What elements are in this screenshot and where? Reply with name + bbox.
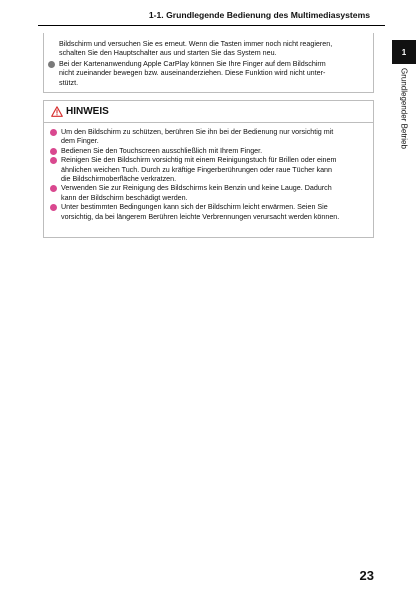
running-header-title: 1-1. Grundlegende Bedienung des Multimediasystems — [148, 10, 370, 20]
notice-item-1-text — [61, 128, 333, 147]
carplay-line-2: nicht zueinander bewegen bzw. auseinanderziehen. Diese Funktion wird nicht unter- — [59, 69, 326, 78]
page-number: 23 — [359, 568, 374, 583]
notice-item-5 — [50, 203, 367, 222]
notice-item-3-line-2: ähnlichen weichen Tuch. Durch zu kräftige Fingerberührungen oder raue Tücher kann — [61, 165, 332, 174]
notice-item-4-line-2: kann der Bildschirm beschädigt werden. — [61, 193, 188, 202]
header-rule — [38, 25, 385, 26]
notice-item-3-text — [61, 156, 336, 184]
notice-item-3-line-1: Reinigen Sie den Bildschirm vorsichtig mit einem Reinigungstuch für Brillen oder einem — [61, 156, 337, 165]
carplay-bullet-text — [59, 60, 326, 88]
gray-bullet-icon — [48, 61, 55, 68]
notice-item-1-line-2: dem Finger. — [61, 137, 99, 146]
chapter-tab-label — [392, 68, 416, 188]
notice-item-2-text — [61, 147, 262, 156]
continuation-line-2: schalten Sie den Hauptschalter aus und starten Sie das System neu. — [59, 49, 277, 58]
chapter-tab-label-text: Grundlegender Betrieb — [399, 68, 409, 149]
pink-bullet-icon — [50, 148, 57, 155]
notice-item-4-text — [61, 184, 332, 203]
carplay-line-1: Bei der Kartenanwendung Apple CarPlay können Sie Ihre Finger auf dem Bildschirm — [59, 59, 326, 68]
notice-item-4-line-1: Verwenden Sie zur Reinigung des Bildschirms kein Benzin und keine Lauge. Dadurch — [61, 184, 332, 193]
notice-item-1-line-1: Um den Bildschirm zu schützen, berühren Sie ihn bei der Bedienung nur vorsichtig mit — [61, 128, 334, 136]
notice-body — [44, 123, 373, 222]
warning-triangle-icon — [51, 106, 63, 117]
notice-item-1 — [50, 128, 367, 147]
notice-title: HINWEIS — [66, 106, 109, 117]
pink-bullet-icon — [50, 157, 57, 164]
continuation-line-1: Bildschirm und versuchen Sie es erneut. Wenn die Tasten immer noch nicht reagieren, — [59, 40, 333, 48]
notice-item-2-line-1: Bedienen Sie den Touchscreen ausschließlich mit Ihrem Finger. — [61, 146, 263, 155]
pink-bullet-icon — [50, 129, 57, 136]
notice-header — [44, 101, 373, 123]
notice-item-5-line-1: Unter bestimmten Bedingungen kann sich der Bildschirm leicht erwärmen. Seien Sie — [61, 203, 328, 212]
notice-item-3 — [50, 156, 367, 184]
chapter-tab-number: 1 — [392, 40, 416, 64]
notice-item-2 — [50, 147, 367, 156]
pink-bullet-icon — [50, 185, 57, 192]
notice-item-4 — [50, 184, 367, 203]
continuation-box — [43, 33, 374, 93]
notice-item-5-line-2: vorsichtig, da bei längerem Berühren leichte Verbrennungen verursacht werden können. — [61, 212, 340, 221]
carplay-line-3: stützt. — [59, 78, 79, 87]
pink-bullet-icon — [50, 204, 57, 211]
notice-item-3-line-3: die Bildschirmoberfläche verkratzen. — [61, 175, 177, 184]
notice-item-5-text — [61, 203, 339, 222]
carplay-bullet — [48, 60, 367, 88]
notice-box — [43, 100, 374, 238]
